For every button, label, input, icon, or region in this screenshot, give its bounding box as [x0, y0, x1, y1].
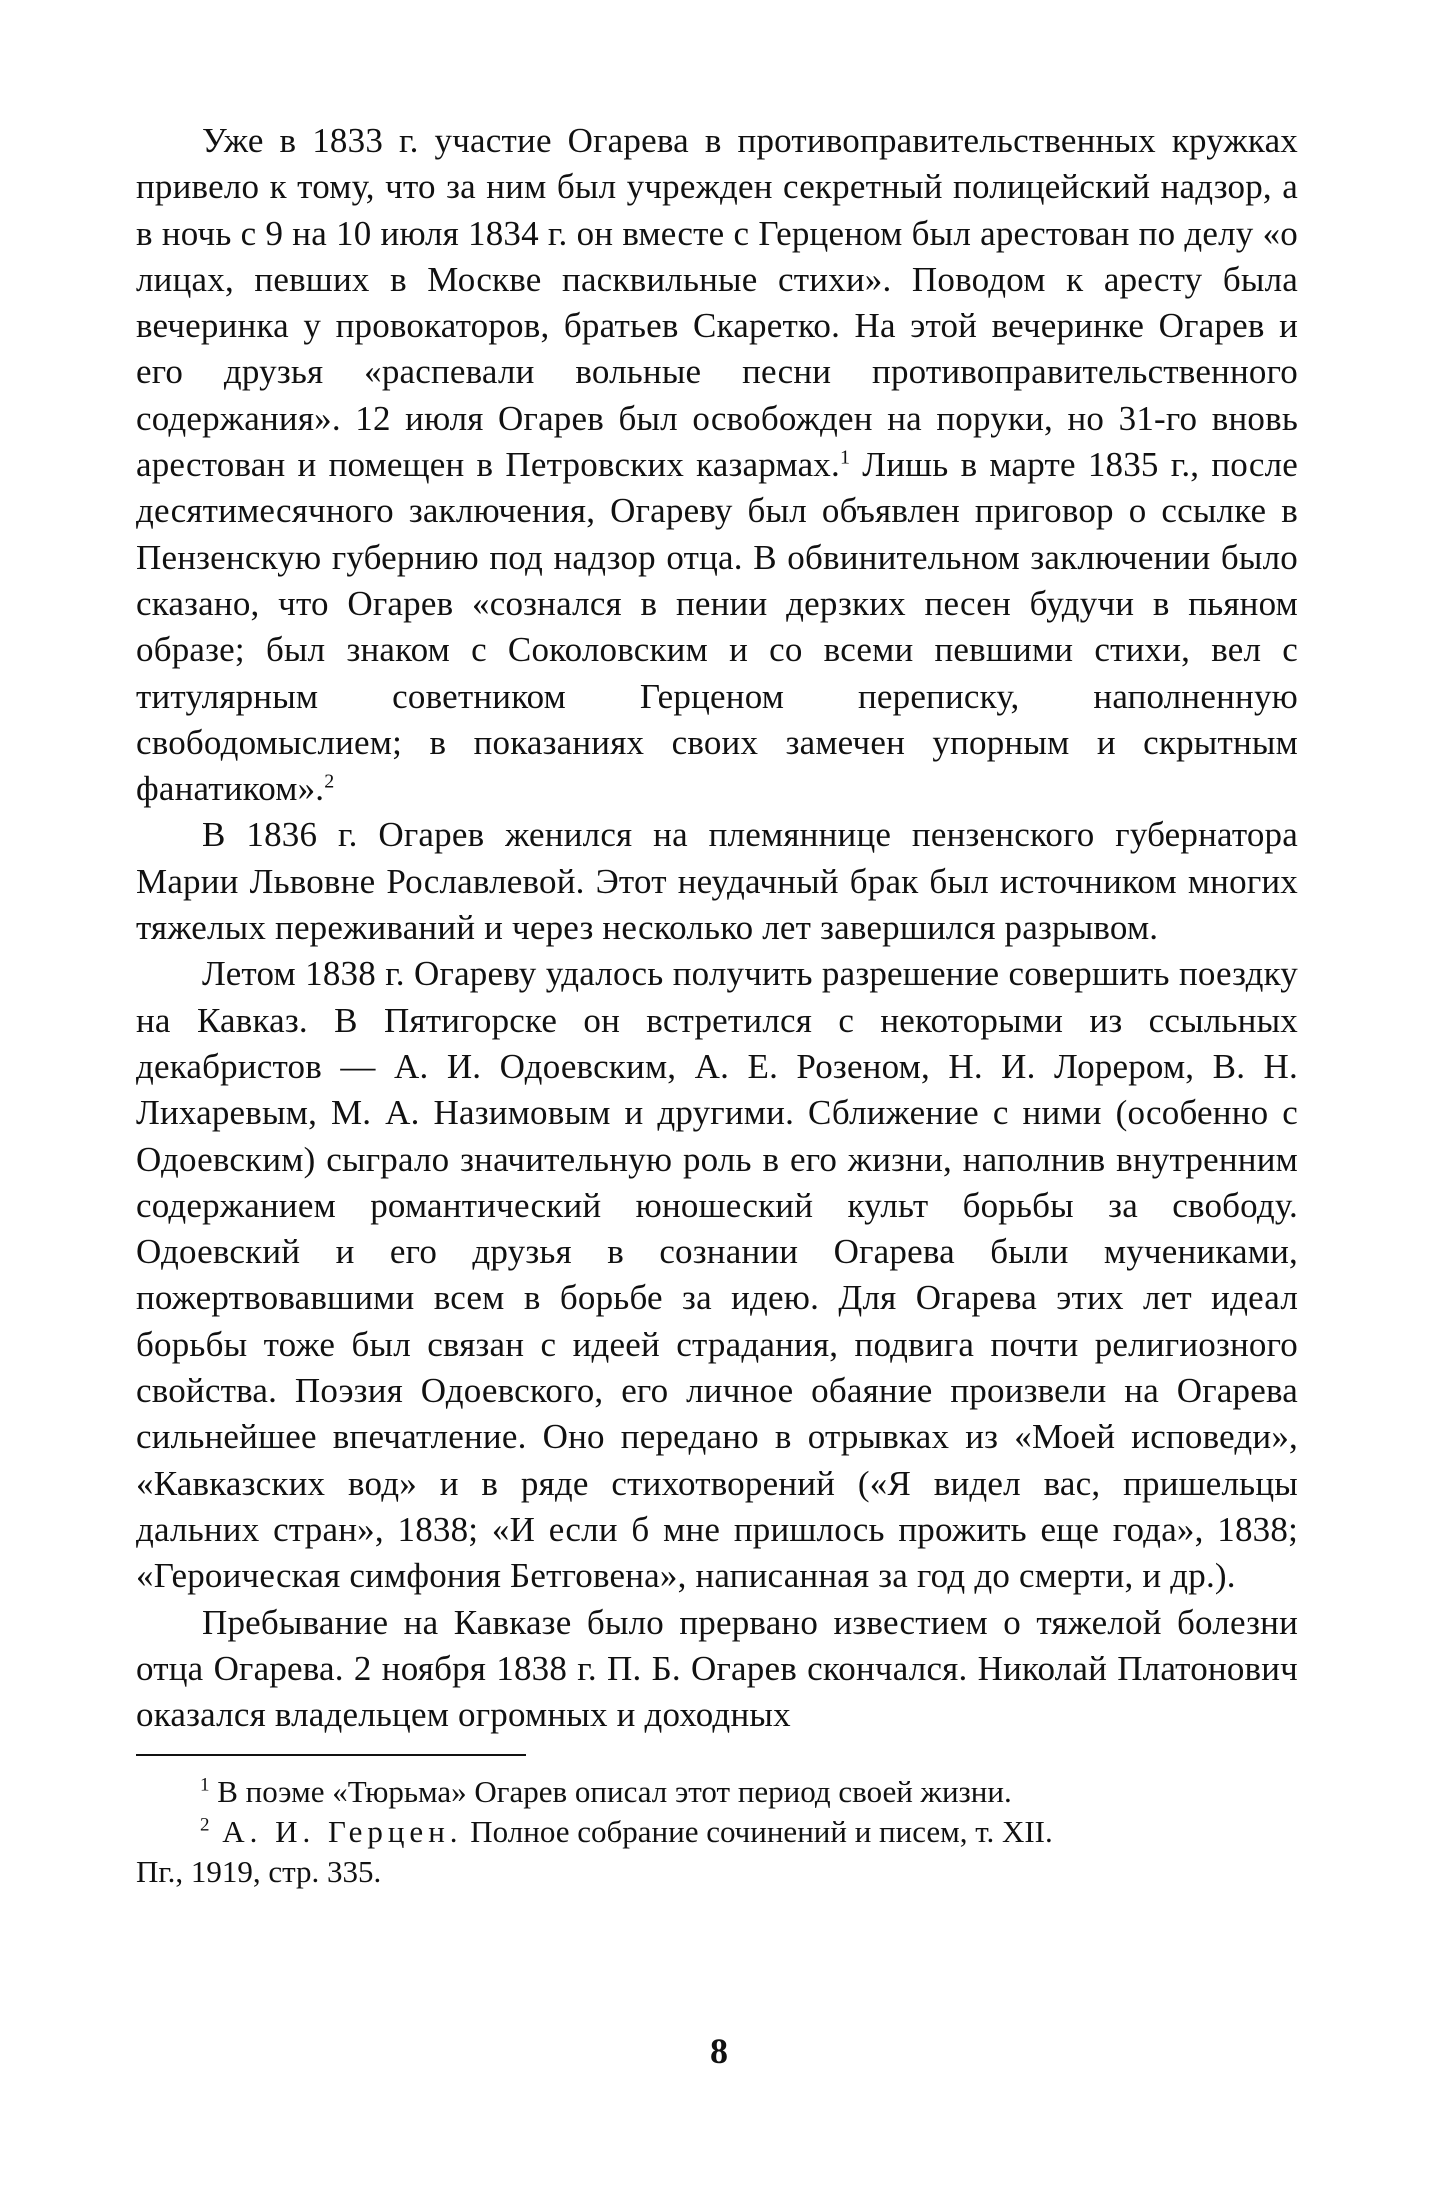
footnote-2-number: 2 [200, 1815, 210, 1837]
footnotes [136, 1772, 1298, 1892]
footnote-divider [136, 1754, 526, 1756]
footnote-1-text: В поэме «Тюрьма» Огарев описал этот период своей жизни. [209, 1774, 1012, 1810]
paragraph-3: Летом 1838 г. Огареву удалось получить разрешение совершить поездку на Кавказ. В Пятигорске он встретился с некоторыми из ссыльных декабристов — А. И. Одоевским, А. Е. Розеном, Н. И. Лорером, В. Н. Лихаревым, М. А. Назимовым и другими. Сближение с ними (особенно с Одоевским) сыграло значительную роль в его жизни, наполнив внутренним содержанием романтический юношеский культ борьбы за свободу. Одоевский и его друзья в сознании Огарева были мучениками, пожертвовавшими всем в борьбе за идею. Для Огарева этих лет идеал борьбы тоже был связан с идеей страдания, подвига почти религиозного свойства. Поэзия Одоевского, его личное обаяние произвели на Огарева сильнейшее впечатление. Оно передано в отрывках из «Моей исповеди», «Кавказских вод» и в ряде стихотворений («Я видел вас, пришельцы дальних стран», 1838; «И если б мне пришлось прожить еще года», 1838; «Героическая симфония Бетговена», написанная за год до смерти, и др.). [136, 954, 1298, 1596]
footnote-1-number: 1 [200, 1775, 210, 1797]
main-text [136, 118, 1298, 1738]
paragraph-1-text: Уже в 1833 г. участие Огарева в противоправительственных кружках привело к тому, что за ним был учрежден секретный полицейский надзор, а в ночь с 9 на 10 июля 1834 г. он вместе с Герценом был арестован по делу «о лицах, певших в Москве пасквильные стихи». Поводом к аресту была вечеринка у провокаторов, братьев Скаретко. На этой вечеринке Огарев и его друзья «распевали вольные песни противоправительственного содержания». 12 июля Огарев был освобожден на поруки, но 31-го вновь арестован и помещен в Петровских казармах. [136, 121, 1298, 485]
footnote-2-text: Полное собрание сочинений и писем, т. XII. [462, 1814, 1053, 1850]
footnote-ref-2: 2 [324, 770, 335, 793]
footnote-2-author: А. И. Герцен. [209, 1814, 463, 1850]
page-number: 8 [710, 2031, 728, 2071]
paragraph-2: В 1836 г. Огарев женился на племяннице пензенского губернатора Марии Львовне Рославлевой. Этот неудачный брак был источником многих тяжелых переживаний и через несколько лет завершился разрывом. [136, 815, 1298, 948]
paragraph-4: Пребывание на Кавказе было прервано известием о тяжелой болезни отца Огарева. 2 ноября 1838 г. П. Б. Огарев скончался. Николай Платонович оказался владельцем огромных и доходных [136, 1602, 1298, 1735]
paragraph-1-text-cont: Лишь в марте 1835 г., после десятимесячного заключения, Огареву был объявлен приговор о ссылке в Пензенскую губернию под надзор отца. В обвинительном заключении было сказано, что Огарев «сознался в пении дерзких песен будучи в пьяном образе; был знаком с Соколовским и со всеми певшими стихи, вел с титулярным советником Герценом переписку, наполненную свободомыслием; в показаниях своих замечен упорным и скрытным фанатиком». [136, 445, 1298, 809]
footnote-ref-1: 1 [839, 446, 851, 469]
footnote-2 [136, 1812, 1298, 1852]
footnote-2-continuation: Пг., 1919, стр. 335. [136, 1854, 382, 1890]
paragraph-1 [136, 118, 1298, 812]
footnote-1 [136, 1772, 1298, 1812]
